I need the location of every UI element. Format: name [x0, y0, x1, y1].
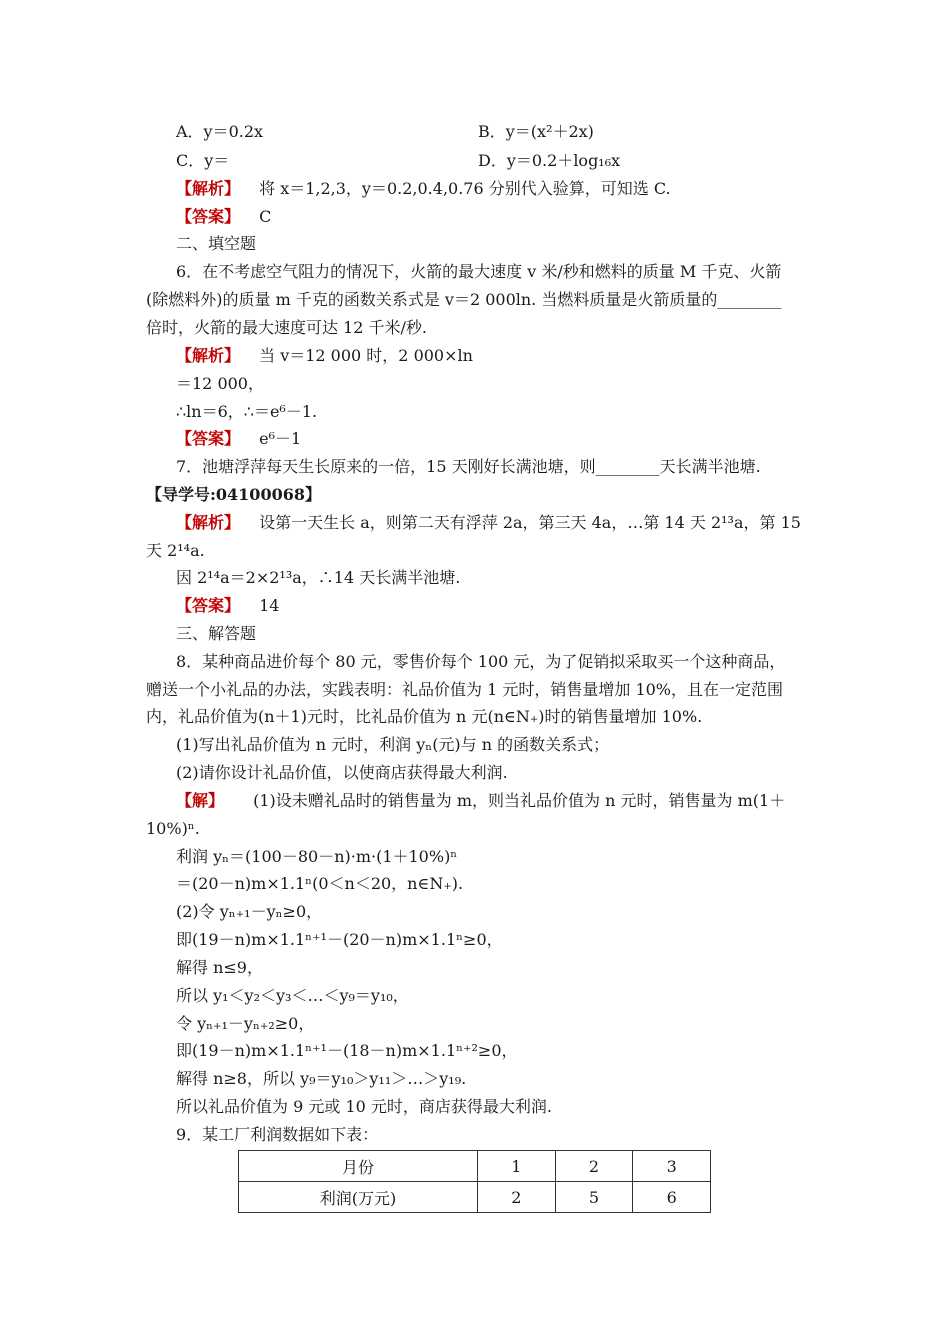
table-cell: 2: [555, 1151, 633, 1182]
answer-text: e⁶－1: [259, 429, 302, 448]
answer-text: 14: [259, 596, 280, 615]
table-cell: 月份: [239, 1151, 478, 1182]
analysis-text: 设第一天生长 a，则第二天有浮萍 2a，第三天 4a，…第 14 天 2¹³a，第 15: [259, 513, 801, 532]
solution-line: 解得 n≥8，所以 y₉＝y₁₀＞y₁₁＞…＞y₁₉.: [176, 1069, 467, 1088]
table-cell: 6: [633, 1182, 711, 1213]
solution-line: 所以 y₁＜y₂＜y₃＜…＜y₉＝y₁₀，: [176, 986, 409, 1005]
analysis-line: ∴ln＝6，∴＝e⁶－1.: [176, 402, 318, 421]
solution-line: ＝(20－n)m×1.1ⁿ(0＜n＜20，n∈N₊).: [176, 874, 464, 893]
solution-line: 10%)ⁿ.: [146, 819, 200, 838]
solution-line: 即(19－n)m×1.1ⁿ⁺¹－(18－n)m×1.1ⁿ⁺²≥0，: [176, 1041, 518, 1060]
analysis-text: 将 x＝1,2,3，y＝0.2,0.4,0.76 分别代入验算，可知选 C.: [259, 179, 671, 198]
analysis-tag: 【解析】: [176, 513, 241, 532]
solution-line: 利润 yₙ＝(100－80－n)·m·(1＋10%)ⁿ: [176, 847, 458, 866]
answer-text: C: [259, 207, 272, 226]
q7-line: 7．池塘浮萍每天生长原来的一倍，15 天刚好长满池塘，则________天长满半池塘.: [176, 457, 761, 476]
analysis-tag: 【解析】: [176, 346, 241, 365]
table-cell: 3: [633, 1151, 711, 1182]
analysis-tag: 【解析】: [176, 179, 241, 198]
q7-analysis: [176, 512, 801, 534]
q5-answer: [176, 206, 271, 228]
table-cell: 2: [478, 1182, 556, 1213]
option-d: D．y＝0.2＋log₁₆x: [478, 151, 621, 170]
q6-line: 倍时，火箭的最大速度可达 12 千米/秒.: [146, 318, 428, 337]
q6-answer: [176, 428, 301, 450]
q8-solution: [176, 790, 785, 812]
q8-line: 内，礼品价值为(n＋1)元时，比礼品价值为 n 元(n∈N₊)时的销售量增加 10%.: [146, 707, 703, 726]
solution-line: 令 yₙ₊₁－yₙ₊₂≥0，: [176, 1014, 315, 1033]
q8-line: (2)请你设计礼品价值，以使商店获得最大利润.: [176, 763, 508, 782]
solution-line: 解得 n≤9，: [176, 958, 263, 977]
analysis-line: 因 2¹⁴a＝2×2¹³a，∴14 天长满半池塘.: [176, 568, 461, 587]
analysis-line: 天 2¹⁴a.: [146, 541, 205, 560]
profit-table: [238, 1150, 711, 1213]
q8-line: 8．某种商品进价每个 80 元，零售价每个 100 元，为了促销拟采取买一个这种商品，: [176, 652, 786, 671]
solution-line: 即(19－n)m×1.1ⁿ⁺¹－(20－n)m×1.1ⁿ≥0，: [176, 930, 503, 949]
table-cell: 利润(万元): [239, 1182, 478, 1213]
section-heading: 二、填空题: [176, 234, 257, 253]
q5-analysis: [176, 178, 671, 200]
table-row: [239, 1182, 711, 1213]
q8-line: (1)写出礼品价值为 n 元时，利润 yₙ(元)与 n 的函数关系式；: [176, 735, 610, 754]
solution-line: 所以礼品价值为 9 元或 10 元时，商店获得最大利润.: [176, 1097, 552, 1116]
q9-line: 9．某工厂利润数据如下表：: [176, 1125, 379, 1144]
analysis-text: 当 v＝12 000 时，2 000×ln: [259, 346, 473, 365]
solution-text: (1)设未赠礼品时的销售量为 m，则当礼品价值为 n 元时，销售量为 m(1＋: [253, 791, 786, 810]
answer-tag: 【答案】: [176, 207, 241, 226]
reference-number: 【导学号:04100068】: [146, 485, 321, 504]
option-c: C．y＝: [176, 151, 230, 170]
table-cell: 5: [555, 1182, 633, 1213]
answer-tag: 【答案】: [176, 429, 241, 448]
solution-line: (2)令 yₙ₊₁－yₙ≥0，: [176, 902, 323, 921]
option-a: A．y＝0.2x: [176, 122, 264, 141]
analysis-line: ＝12 000，: [176, 374, 264, 393]
q6-analysis: [176, 345, 473, 367]
solution-tag: 【解】: [176, 791, 225, 810]
q7-answer: [176, 595, 279, 617]
q6-line: 6．在不考虑空气阻力的情况下，火箭的最大速度 v 米/秒和燃料的质量 M 千克、火箭: [176, 262, 782, 281]
q6-line: (除燃料外)的质量 m 千克的函数关系式是 v＝2 000ln. 当燃料质量是火箭质量的________: [146, 290, 782, 309]
section-heading: 三、解答题: [176, 624, 257, 643]
table-cell: 1: [478, 1151, 556, 1182]
q8-line: 赠送一个小礼品的办法，实践表明：礼品价值为 1 元时，销售量增加 10%，且在一定范围: [146, 680, 784, 699]
answer-tag: 【答案】: [176, 596, 241, 615]
option-b: B．y＝(x²＋2x): [478, 122, 594, 141]
table-row: [239, 1151, 711, 1182]
